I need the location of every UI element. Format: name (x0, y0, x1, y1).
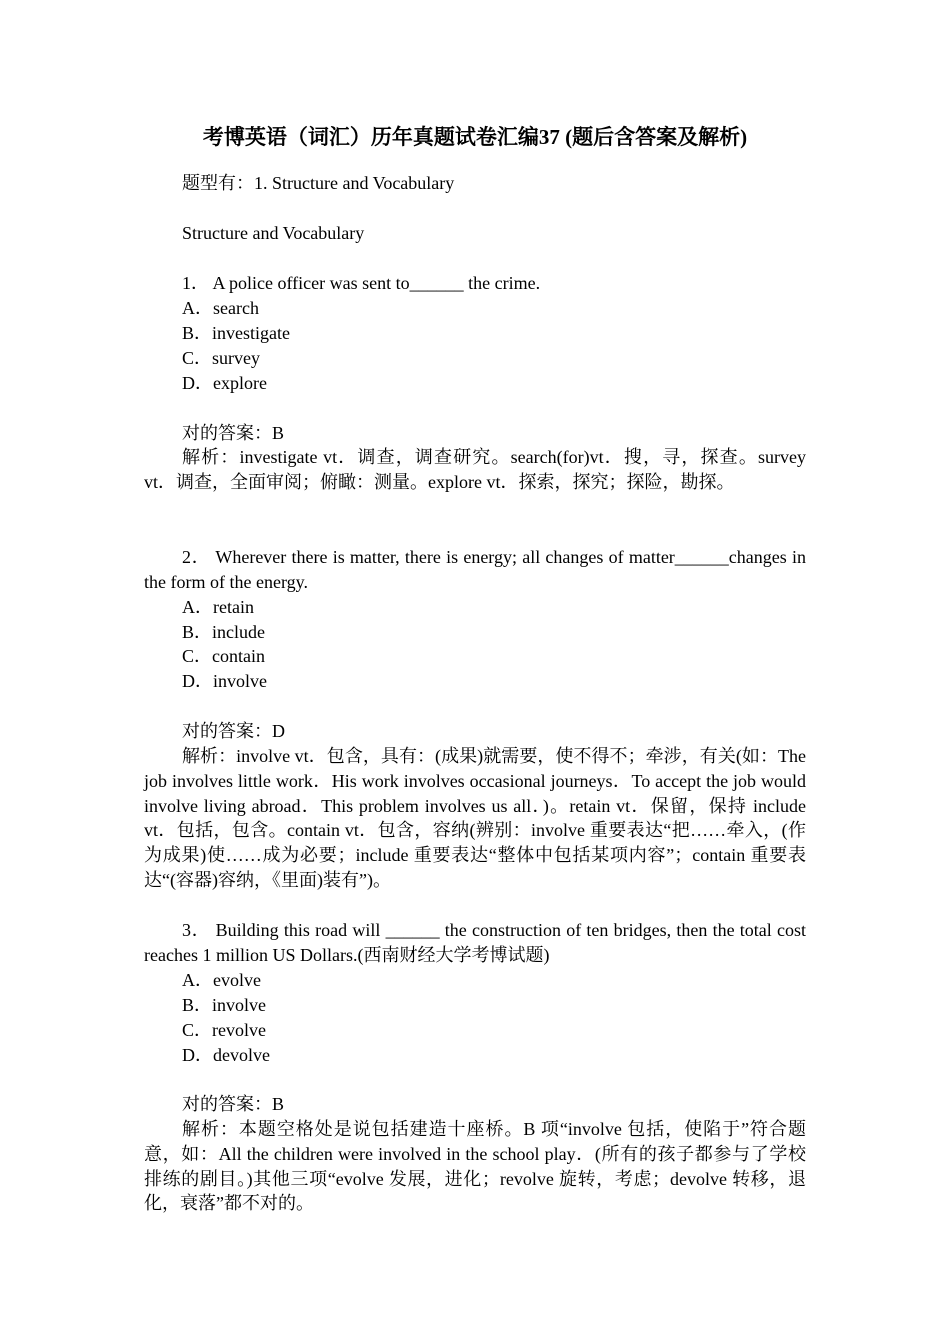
question-3-option-b: B．involve (182, 995, 266, 1015)
question-1-option-a: A．search (182, 298, 259, 318)
question-2-option-c: C．contain (182, 646, 265, 666)
question-3-answer: 对的答案：B (182, 1094, 285, 1114)
question-3-option-a: A．evolve (182, 970, 261, 990)
question-2-answer: 对的答案：D (182, 721, 285, 741)
section-heading: Structure and Vocabulary (182, 223, 365, 243)
document-title: 考博英语（词汇）历年真题试卷汇编37 (题后含答案及解析) (202, 125, 748, 149)
question-2-stem: 2． Wherever there is matter, there is energy; all changes of matter______changes in the form of the energy. (144, 547, 806, 592)
question-3-explanation: 解析：本题空格处是说包括建造十座桥。B 项“involve 包括，使陷于”符合题意，如：All the children were involved in the school play．(所有的孩子都参与了学校排练的剧目。)其他三项“evolve 发展，进化；revolve 旋转，考虑；devolve 转移，退化，衰落”都不对的。 (144, 1119, 806, 1214)
question-3-option-c: C．revolve (182, 1020, 266, 1040)
question-1-option-c: C．survey (182, 348, 260, 368)
question-1-option-d: D．explore (182, 373, 267, 393)
question-1-answer: 对的答案：B (182, 423, 285, 443)
question-2-option-d: D．involve (182, 671, 267, 691)
question-1-stem: 1． A police officer was sent to______ the crime. (182, 273, 541, 293)
question-3-stem: 3． Building this road will ______ the construction of ten bridges, then the total cost reaches 1 million US Dollars.(西南财经大学考博试题) (144, 920, 806, 965)
question-2-option-a: A．retain (182, 597, 254, 617)
question-types: 题型有：1. Structure and Vocabulary (182, 173, 455, 193)
question-2-option-b: B．include (182, 622, 265, 642)
question-1-option-b: B．investigate (182, 323, 290, 343)
question-1-explanation: 解析：investigate vt．调查，调查研究。search(for)vt．搜，寻，探查。survey vt．调查，全面审阅；俯瞰：测量。explore vt．探索，探究；探险，勘探。 (144, 447, 806, 492)
question-2-explanation: 解析：involve vt．包含，具有：(成果)就需要，使不得不；牵涉，有关(如：The job involves little work．His work involves occasional journeys．To accept the job would involve living abroad．This problem involves us all．)。retain vt．保留，保持 include vt．包括，包含。contain vt．包含，容纳(辨别：involve 重要表达“把……牵入，(作为成果)使……成为必要；include 重要表达“整体中包括某项内容”；contain 重要表达“(容器)容纳，《里面)装有”)。 (144, 746, 806, 890)
question-3-option-d: D．devolve (182, 1045, 270, 1065)
